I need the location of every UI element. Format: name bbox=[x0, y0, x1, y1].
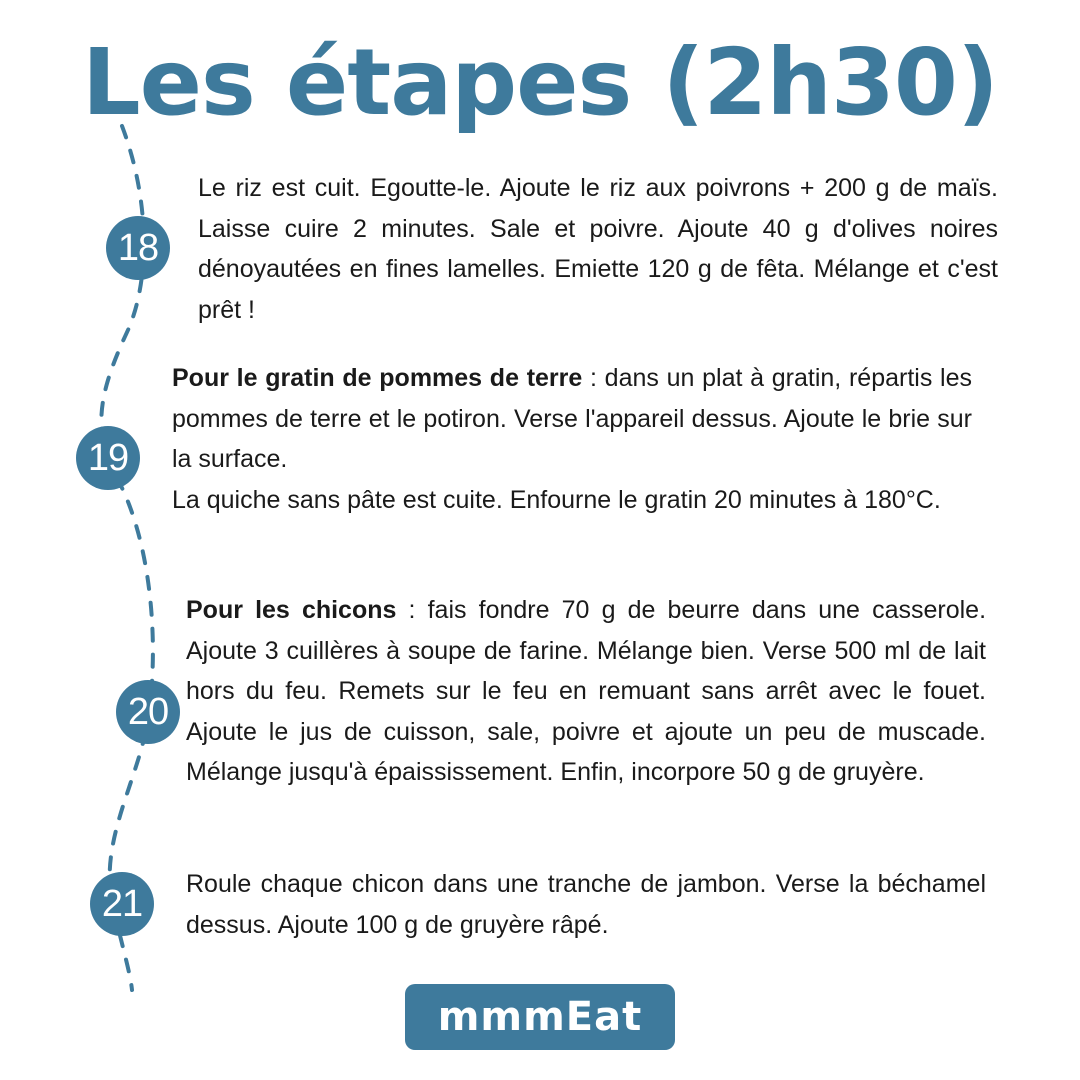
step-number-badge: 20 bbox=[116, 680, 180, 744]
step-number-badge: 18 bbox=[106, 216, 170, 280]
brand-logo: mmmEat bbox=[405, 984, 675, 1050]
step-body: Roule chaque chicon dans une tranche de jambon. Verse la béchamel dessus. Ajoute 100 g de gruyère râpé. bbox=[186, 870, 986, 939]
page-title: Les étapes (2h30) bbox=[82, 29, 998, 136]
step-text bbox=[186, 864, 986, 945]
step-body: : dans un plat à gratin, répartis les pommes de terre et le potiron. Verse l'appareil dessus. Ajoute le brie sur la surface. bbox=[172, 364, 973, 473]
step-body: Le riz est cuit. Egoutte-le. Ajoute le riz aux poivrons + 200 g de maïs. Laisse cuire 2 minutes. Sale et poivre. Ajoute 40 g d'olives noires dénoyautées en fines lamelles. Emiette 120 g de fêta. Mélange et c'est prêt ! bbox=[198, 174, 998, 324]
step-lead: Pour le gratin de pommes de terre bbox=[172, 364, 583, 392]
step-lead: Pour les chicons bbox=[186, 596, 397, 624]
step-text bbox=[172, 358, 972, 520]
step-text bbox=[186, 590, 986, 793]
step-body: : fais fondre 70 g de beurre dans une casserole. Ajoute 3 cuillères à soupe de farine. Mélange bien. Verse 500 ml de lait hors du feu. Remets sur le feu en remuant sans arrêt avec le fouet. Ajoute le jus de cuisson, sale, poivre et ajoute un peu de muscade. Mélange jusqu'à épaississement. Enfin, incorpore 50 g de gruyère. bbox=[186, 596, 987, 786]
step-body-extra: La quiche sans pâte est cuite. Enfourne le gratin 20 minutes à 180°C. bbox=[172, 485, 941, 514]
step-number-badge: 19 bbox=[76, 426, 140, 490]
step-text bbox=[198, 168, 998, 330]
step-number-badge: 21 bbox=[90, 872, 154, 936]
